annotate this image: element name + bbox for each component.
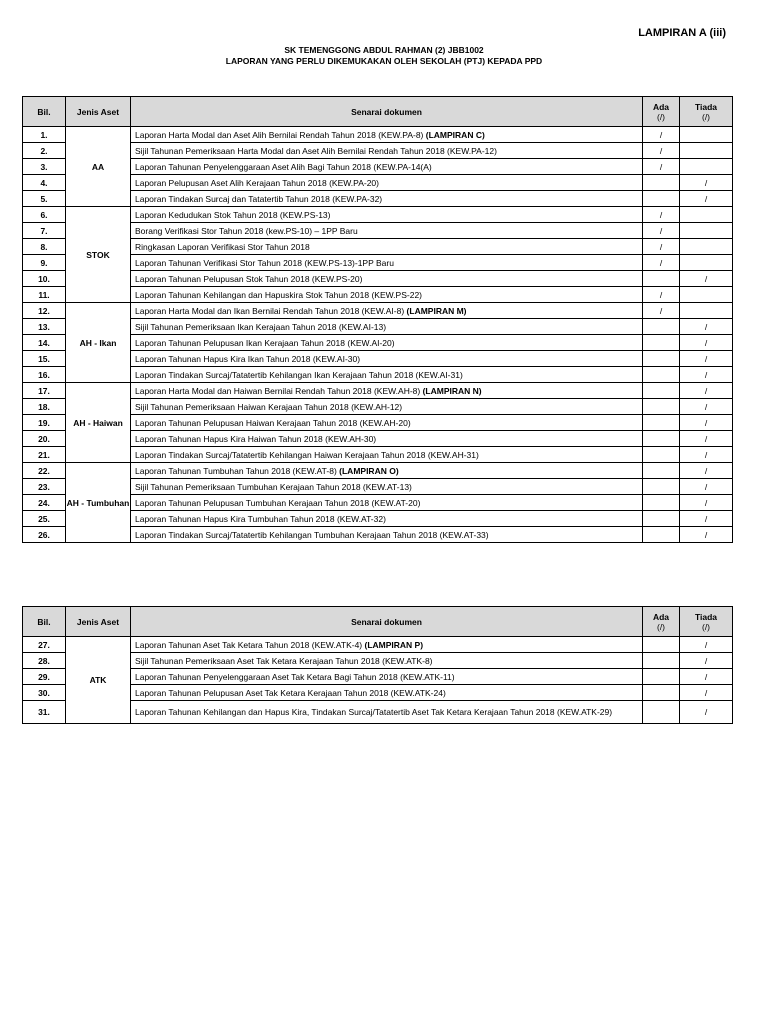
document-table-2 xyxy=(22,606,733,724)
tiada-mark: / xyxy=(680,447,733,463)
tiada-mark xyxy=(680,239,733,255)
row-number: 7. xyxy=(23,223,66,239)
header-ada-sub: (/) xyxy=(656,621,666,632)
header-tiada-label: Tiada xyxy=(694,611,718,622)
document-name: Sijil Tahunan Pemeriksaan Aset Tak Ketara Kerajaan Tahun 2018 (KEW.ATK-8) xyxy=(135,655,433,666)
header-bil: Bil. xyxy=(23,607,66,637)
document-name: Laporan Tahunan Pelupusan Aset Tak Ketara Kerajaan Tahun 2018 (KEW.ATK-24) xyxy=(135,687,446,698)
document-name-cell xyxy=(131,479,643,495)
header-ada-label: Ada xyxy=(652,611,670,622)
ada-mark: / xyxy=(643,303,680,319)
row-number: 21. xyxy=(23,447,66,463)
asset-type-cell: AH - Ikan xyxy=(66,303,131,383)
document-name: Laporan Tindakan Surcaj dan Tatatertib Tahun 2018 (KEW.PA-32) xyxy=(135,193,383,204)
tiada-mark xyxy=(680,255,733,271)
header-ada xyxy=(643,97,680,127)
document-name-cell xyxy=(131,175,643,191)
document-table-1 xyxy=(22,96,733,543)
ada-mark: / xyxy=(643,287,680,303)
tiada-mark xyxy=(680,159,733,175)
row-number: 5. xyxy=(23,191,66,207)
document-name: Laporan Tahunan Tumbuhan Tahun 2018 (KEW.AT-8) xyxy=(135,465,340,476)
tiada-mark: / xyxy=(680,637,733,653)
ada-mark xyxy=(643,367,680,383)
row-number: 30. xyxy=(23,685,66,701)
document-name: Laporan Harta Modal dan Ikan Bernilai Rendah Tahun 2018 (KEW.AI-8) xyxy=(135,305,407,316)
document-name-cell xyxy=(131,527,643,543)
ada-mark xyxy=(643,685,680,701)
document-name-cell xyxy=(131,511,643,527)
row-number: 6. xyxy=(23,207,66,223)
document-name: Laporan Tahunan Hapus Kira Ikan Tahun 2018 (KEW.AI-30) xyxy=(135,353,361,364)
header-bil: Bil. xyxy=(23,97,66,127)
header-senarai-dokumen: Senarai dokumen xyxy=(131,97,643,127)
ada-mark: / xyxy=(643,255,680,271)
document-name: Laporan Tahunan Pelupusan Haiwan Kerajaan Tahun 2018 (KEW.AH-20) xyxy=(135,417,411,428)
header-jenis-aset: Jenis Aset xyxy=(66,97,131,127)
document-name-cell xyxy=(131,447,643,463)
document-name: Laporan Pelupusan Aset Alih Kerajaan Tahun 2018 (KEW.PA-20) xyxy=(135,177,379,188)
asset-type-cell: AH - Tumbuhan xyxy=(66,463,131,543)
ada-mark xyxy=(643,479,680,495)
asset-type-cell: ATK xyxy=(66,637,131,724)
document-name: Laporan Tahunan Pelupusan Tumbuhan Kerajaan Tahun 2018 (KEW.AT-20) xyxy=(135,497,421,508)
row-number: 14. xyxy=(23,335,66,351)
ada-mark xyxy=(643,319,680,335)
document-name-cell xyxy=(131,653,643,669)
row-number: 15. xyxy=(23,351,66,367)
ada-mark: / xyxy=(643,223,680,239)
document-name: Laporan Tindakan Surcaj/Tatatertib Kehilangan Haiwan Kerajaan Tahun 2018 (KEW.AH-31) xyxy=(135,449,479,460)
row-number: 1. xyxy=(23,127,66,143)
row-number: 10. xyxy=(23,271,66,287)
row-number: 8. xyxy=(23,239,66,255)
table-row xyxy=(23,383,733,399)
document-name-cell xyxy=(131,415,643,431)
tiada-mark: / xyxy=(680,335,733,351)
header-tiada xyxy=(680,97,733,127)
document-subtitle: LAPORAN YANG PERLU DIKEMUKAKAN OLEH SEKOLAH (PTJ) KEPADA PPD xyxy=(225,56,543,66)
row-number: 18. xyxy=(23,399,66,415)
document-name-cell xyxy=(131,127,643,143)
lampiran-reference: (LAMPIRAN N) xyxy=(422,385,482,396)
row-number: 23. xyxy=(23,479,66,495)
header-tiada-label: Tiada xyxy=(694,101,718,112)
header-ada-label: Ada xyxy=(652,101,670,112)
row-number: 9. xyxy=(23,255,66,271)
ada-mark xyxy=(643,637,680,653)
tiada-mark: / xyxy=(680,367,733,383)
document-name: Laporan Tahunan Penyelenggaraan Aset Alih Bagi Tahun 2018 (KEW.PA-14(A) xyxy=(135,161,432,172)
document-name: Laporan Harta Modal dan Haiwan Bernilai Rendah Tahun 2018 (KEW.AH-8) xyxy=(135,385,423,396)
row-number: 2. xyxy=(23,143,66,159)
document-name-cell xyxy=(131,159,643,175)
header-ada xyxy=(643,607,680,637)
ada-mark xyxy=(643,431,680,447)
tiada-mark: / xyxy=(680,191,733,207)
ada-mark xyxy=(643,175,680,191)
row-number: 24. xyxy=(23,495,66,511)
row-number: 26. xyxy=(23,527,66,543)
document-name: Ringkasan Laporan Verifikasi Stor Tahun 2018 xyxy=(135,241,310,252)
document-name-cell xyxy=(131,271,643,287)
document-name-cell xyxy=(131,495,643,511)
tiada-mark: / xyxy=(680,351,733,367)
lampiran-reference: (LAMPIRAN M) xyxy=(406,305,467,316)
table-row xyxy=(23,463,733,479)
lampiran-reference: (LAMPIRAN O) xyxy=(339,465,399,476)
document-name: Laporan Tindakan Surcaj/Tatatertib Kehilangan Ikan Kerajaan Tahun 2018 (KEW.AI-31) xyxy=(135,369,463,380)
ada-mark xyxy=(643,463,680,479)
ada-mark xyxy=(643,447,680,463)
tiada-mark xyxy=(680,223,733,239)
document-name: Laporan Harta Modal dan Aset Alih Bernilai Rendah Tahun 2018 (KEW.PA-8) xyxy=(135,129,426,140)
tiada-mark: / xyxy=(680,685,733,701)
ada-mark xyxy=(643,527,680,543)
row-number: 19. xyxy=(23,415,66,431)
document-name-cell xyxy=(131,191,643,207)
tiada-mark: / xyxy=(680,415,733,431)
document-name: Sijil Tahunan Pemeriksaan Ikan Kerajaan Tahun 2018 (KEW.AI-13) xyxy=(135,321,387,332)
document-name-cell xyxy=(131,463,643,479)
lampiran-reference: (LAMPIRAN P) xyxy=(364,639,424,650)
table-header-row xyxy=(23,607,733,637)
ada-mark: / xyxy=(643,207,680,223)
header-ada-sub: (/) xyxy=(656,111,666,122)
document-name-cell xyxy=(131,335,643,351)
tiada-mark xyxy=(680,127,733,143)
document-name-cell xyxy=(131,223,643,239)
table-row xyxy=(23,207,733,223)
document-name-cell xyxy=(131,255,643,271)
row-number: 17. xyxy=(23,383,66,399)
lampiran-label: LAMPIRAN A (iii) xyxy=(638,27,726,39)
document-name-cell xyxy=(131,383,643,399)
document-name-cell xyxy=(131,685,643,701)
table-header-row xyxy=(23,97,733,127)
tiada-mark xyxy=(680,303,733,319)
asset-type-cell: STOK xyxy=(66,207,131,303)
tiada-mark: / xyxy=(680,383,733,399)
row-number: 25. xyxy=(23,511,66,527)
ada-mark xyxy=(643,701,680,724)
header-senarai-dokumen: Senarai dokumen xyxy=(131,607,643,637)
document-title: SK TEMENGGONG ABDUL RAHMAN (2) JBB1002 xyxy=(284,45,484,55)
row-number: 22. xyxy=(23,463,66,479)
tiada-mark xyxy=(680,287,733,303)
document-name: Sijil Tahunan Pemeriksaan Harta Modal dan Aset Alih Bernilai Rendah Tahun 2018 (KEW.PA-12) xyxy=(135,145,497,156)
document-name: Laporan Tahunan Hapus Kira Haiwan Tahun 2018 (KEW.AH-30) xyxy=(135,433,377,444)
tiada-mark xyxy=(680,207,733,223)
document-name-cell xyxy=(131,207,643,223)
document-name: Laporan Tahunan Penyelenggaraan Aset Tak Ketara Bagi Tahun 2018 (KEW.ATK-11) xyxy=(135,671,455,682)
row-number: 29. xyxy=(23,669,66,685)
ada-mark: / xyxy=(643,143,680,159)
tiada-mark: / xyxy=(680,653,733,669)
row-number: 31. xyxy=(23,701,66,724)
tiada-mark: / xyxy=(680,511,733,527)
document-name-cell xyxy=(131,287,643,303)
header-tiada xyxy=(680,607,733,637)
ada-mark xyxy=(643,191,680,207)
ada-mark: / xyxy=(643,127,680,143)
document-name: Laporan Tahunan Pelupusan Stok Tahun 2018 (KEW.PS-20) xyxy=(135,273,363,284)
document-name: Laporan Tahunan Verifikasi Stor Tahun 2018 (KEW.PS-13)-1PP Baru xyxy=(135,257,394,268)
asset-type-cell: AH - Haiwan xyxy=(66,383,131,463)
document-name-cell xyxy=(131,669,643,685)
ada-mark xyxy=(643,399,680,415)
document-name: Laporan Tahunan Pelupusan Ikan Kerajaan Tahun 2018 (KEW.AI-20) xyxy=(135,337,395,348)
tiada-mark: / xyxy=(680,669,733,685)
ada-mark xyxy=(643,351,680,367)
ada-mark xyxy=(643,511,680,527)
header-jenis-aset: Jenis Aset xyxy=(66,607,131,637)
document-name-cell xyxy=(131,701,643,724)
row-number: 28. xyxy=(23,653,66,669)
document-name: Laporan Tahunan Kehilangan dan Hapus Kira, Tindakan Surcaj/Tatatertib Aset Tak Ketara Kerajaan Tahun 2018 (KEW.ATK-29) xyxy=(135,707,613,717)
row-number: 11. xyxy=(23,287,66,303)
row-number: 20. xyxy=(23,431,66,447)
ada-mark: / xyxy=(643,239,680,255)
tiada-mark: / xyxy=(680,319,733,335)
table-row xyxy=(23,637,733,653)
document-name-cell xyxy=(131,303,643,319)
tiada-mark: / xyxy=(680,175,733,191)
document-name-cell xyxy=(131,319,643,335)
document-name: Sijil Tahunan Pemeriksaan Haiwan Kerajaan Tahun 2018 (KEW.AH-12) xyxy=(135,401,403,412)
tiada-mark: / xyxy=(680,527,733,543)
row-number: 16. xyxy=(23,367,66,383)
document-name-cell xyxy=(131,351,643,367)
document-name-cell xyxy=(131,431,643,447)
asset-type-cell: AA xyxy=(66,127,131,207)
tiada-mark: / xyxy=(680,479,733,495)
ada-mark xyxy=(643,383,680,399)
header-tiada-sub: (/) xyxy=(701,621,711,632)
row-number: 12. xyxy=(23,303,66,319)
tiada-mark xyxy=(680,143,733,159)
row-number: 3. xyxy=(23,159,66,175)
header-tiada-sub: (/) xyxy=(701,111,711,122)
ada-mark xyxy=(643,495,680,511)
ada-mark xyxy=(643,669,680,685)
document-name: Laporan Tahunan Kehilangan dan Hapuskira Stok Tahun 2018 (KEW.PS-22) xyxy=(135,289,422,300)
document-name: Borang Verifikasi Stor Tahun 2018 (kew.PS-10) – 1PP Baru xyxy=(135,225,358,236)
ada-mark xyxy=(643,335,680,351)
document-name: Sijil Tahunan Pemeriksaan Tumbuhan Kerajaan Tahun 2018 (KEW.AT-13) xyxy=(135,481,412,492)
tiada-mark: / xyxy=(680,701,733,724)
ada-mark xyxy=(643,653,680,669)
table-row xyxy=(23,303,733,319)
tiada-mark: / xyxy=(680,399,733,415)
document-name-cell xyxy=(131,637,643,653)
ada-mark xyxy=(643,415,680,431)
lampiran-reference: (LAMPIRAN C) xyxy=(425,129,485,140)
document-name-cell xyxy=(131,143,643,159)
tiada-mark: / xyxy=(680,495,733,511)
document-name: Laporan Tindakan Surcaj/Tatatertib Kehilangan Tumbuhan Kerajaan Tahun 2018 (KEW.AT-33) xyxy=(135,529,489,540)
row-number: 13. xyxy=(23,319,66,335)
row-number: 27. xyxy=(23,637,66,653)
document-name-cell xyxy=(131,399,643,415)
document-name: Laporan Tahunan Aset Tak Ketara Tahun 2018 (KEW.ATK-4) xyxy=(135,639,365,650)
tiada-mark: / xyxy=(680,271,733,287)
table-row xyxy=(23,127,733,143)
tiada-mark: / xyxy=(680,463,733,479)
document-name-cell xyxy=(131,239,643,255)
row-number: 4. xyxy=(23,175,66,191)
ada-mark: / xyxy=(643,159,680,175)
ada-mark xyxy=(643,271,680,287)
document-name: Laporan Tahunan Hapus Kira Tumbuhan Tahun 2018 (KEW.AT-32) xyxy=(135,513,386,524)
document-name: Laporan Kedudukan Stok Tahun 2018 (KEW.PS-13) xyxy=(135,209,331,220)
tiada-mark: / xyxy=(680,431,733,447)
document-name-cell xyxy=(131,367,643,383)
